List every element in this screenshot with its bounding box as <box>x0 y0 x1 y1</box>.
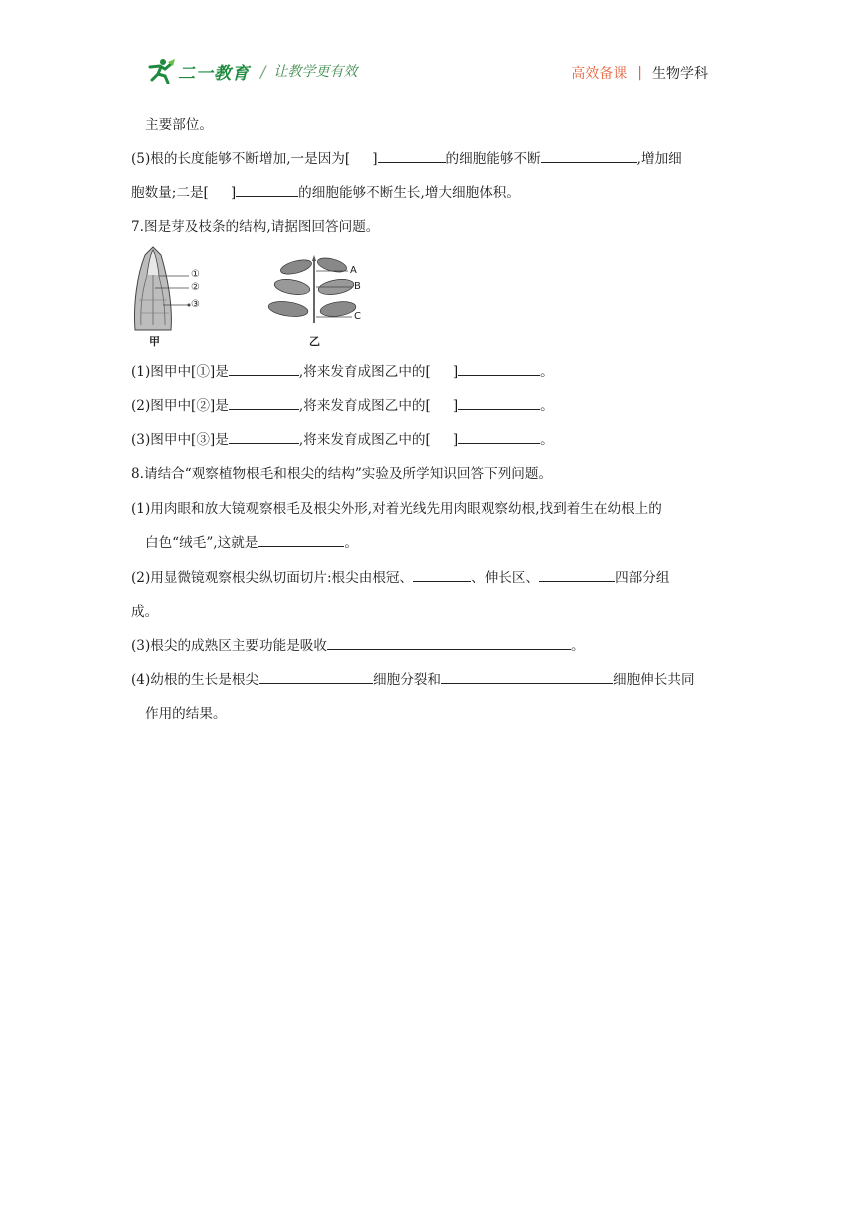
q8-1-line2 <box>131 531 358 551</box>
text: 胞数量;二是[ <box>131 185 209 201</box>
q7-2 <box>131 394 554 414</box>
answer-blank[interactable] <box>458 361 540 376</box>
text: 7.图是芽及枝条的结构,请据图回答问题。 <box>131 219 380 235</box>
q8-4-line1 <box>131 668 695 688</box>
text: 。 <box>540 364 554 380</box>
answer-blank[interactable] <box>327 635 571 650</box>
text: 主要部位。 <box>145 117 213 133</box>
page-header <box>0 0 860 100</box>
question-7-stem <box>131 215 379 235</box>
text: ] <box>452 398 459 414</box>
text: ] <box>372 151 378 167</box>
answer-blank[interactable] <box>229 429 299 444</box>
logo-text: 二一教育 <box>178 63 250 84</box>
text: (3)图甲中[③]是 <box>131 432 229 448</box>
text: ] <box>230 185 237 201</box>
text: (3)根尖的成熟区主要功能是吸收 <box>131 638 327 654</box>
q7-3 <box>131 428 554 448</box>
question-8-stem <box>131 462 552 482</box>
q8-3 <box>131 634 585 654</box>
answer-blank[interactable] <box>458 429 540 444</box>
text-line <box>131 113 213 133</box>
text: 8.请结合“观察植物根毛和根尖的结构”实验及所学知识回答下列问题。 <box>131 466 553 482</box>
text: (2)用显微镜观察根尖纵切面切片:根尖由根冠、 <box>131 570 414 586</box>
logo-slogan: 让教学更有效 <box>273 64 358 80</box>
text: ,将来发育成图乙中的[ <box>298 364 431 380</box>
label-b: B <box>354 281 361 292</box>
q6-5-line2 <box>131 181 520 201</box>
text: 、伸长区、 <box>471 570 540 586</box>
header-right <box>571 63 708 83</box>
q7-1 <box>131 360 554 380</box>
text: 四部分组 <box>615 570 670 586</box>
running-man-icon <box>146 58 176 84</box>
text: (4)幼根的生长是根尖 <box>131 672 260 688</box>
answer-blank[interactable] <box>259 669 373 684</box>
text: ,将来发育成图乙中的[ <box>298 398 431 414</box>
text: 。 <box>540 398 554 414</box>
answer-blank[interactable] <box>413 567 471 582</box>
logo-divider: / <box>260 61 266 81</box>
logo <box>146 58 357 84</box>
bud-and-branch-figure <box>131 245 391 353</box>
answer-blank[interactable] <box>539 567 615 582</box>
answer-blank[interactable] <box>236 182 298 197</box>
label-2: ② <box>191 282 200 293</box>
q8-2-line1 <box>131 566 669 586</box>
text: 。 <box>344 535 358 551</box>
text: ] <box>452 364 459 380</box>
answer-blank[interactable] <box>378 148 446 163</box>
bud-diagram <box>131 245 241 340</box>
text: ,增加细 <box>636 151 682 167</box>
label-1: ① <box>191 269 200 280</box>
text: 的细胞能够不断生长,增大细胞体积。 <box>298 185 520 201</box>
text: (2)图甲中[②]是 <box>131 398 229 414</box>
answer-blank[interactable] <box>441 669 613 684</box>
label-3: ③ <box>191 299 200 310</box>
subject-label: 生物学科 <box>652 66 708 82</box>
text: 成。 <box>131 604 159 620</box>
text: 。 <box>540 432 554 448</box>
label-a: A <box>350 265 357 276</box>
text: (1)用肉眼和放大镜观察根毛及根尖外形,对着光线先用肉眼观察幼根,找到着生在幼根上的 <box>131 501 662 517</box>
answer-blank[interactable] <box>458 395 540 410</box>
text: 细胞分裂和 <box>373 672 441 688</box>
figure-caption-yi: 乙 <box>309 335 320 348</box>
text: 作用的结果。 <box>145 706 227 722</box>
q8-4-line2 <box>131 702 227 722</box>
answer-blank[interactable] <box>229 395 299 410</box>
text: ,将来发育成图乙中的[ <box>298 432 431 448</box>
figure-caption-jia: 甲 <box>149 335 160 348</box>
label-c: C <box>354 311 361 322</box>
answer-blank[interactable] <box>258 532 344 547</box>
q8-2-line2 <box>131 600 158 620</box>
answer-blank[interactable] <box>541 148 637 163</box>
text: 。 <box>570 638 585 654</box>
text: ] <box>452 432 459 448</box>
text: 白色“绒毛”,这就是 <box>145 535 259 551</box>
text: 细胞伸长共同 <box>612 672 695 688</box>
q8-1-line1 <box>131 497 662 517</box>
text: 的细胞能够不断 <box>445 151 541 167</box>
text: (1)图甲中[①]是 <box>131 364 229 380</box>
q6-5-line1 <box>131 147 682 167</box>
header-separator: | <box>637 65 642 81</box>
text: (5)根的长度能够不断增加,一是因为[ <box>131 151 351 167</box>
course-label: 高效备课 <box>571 66 628 82</box>
answer-blank[interactable] <box>229 361 299 376</box>
